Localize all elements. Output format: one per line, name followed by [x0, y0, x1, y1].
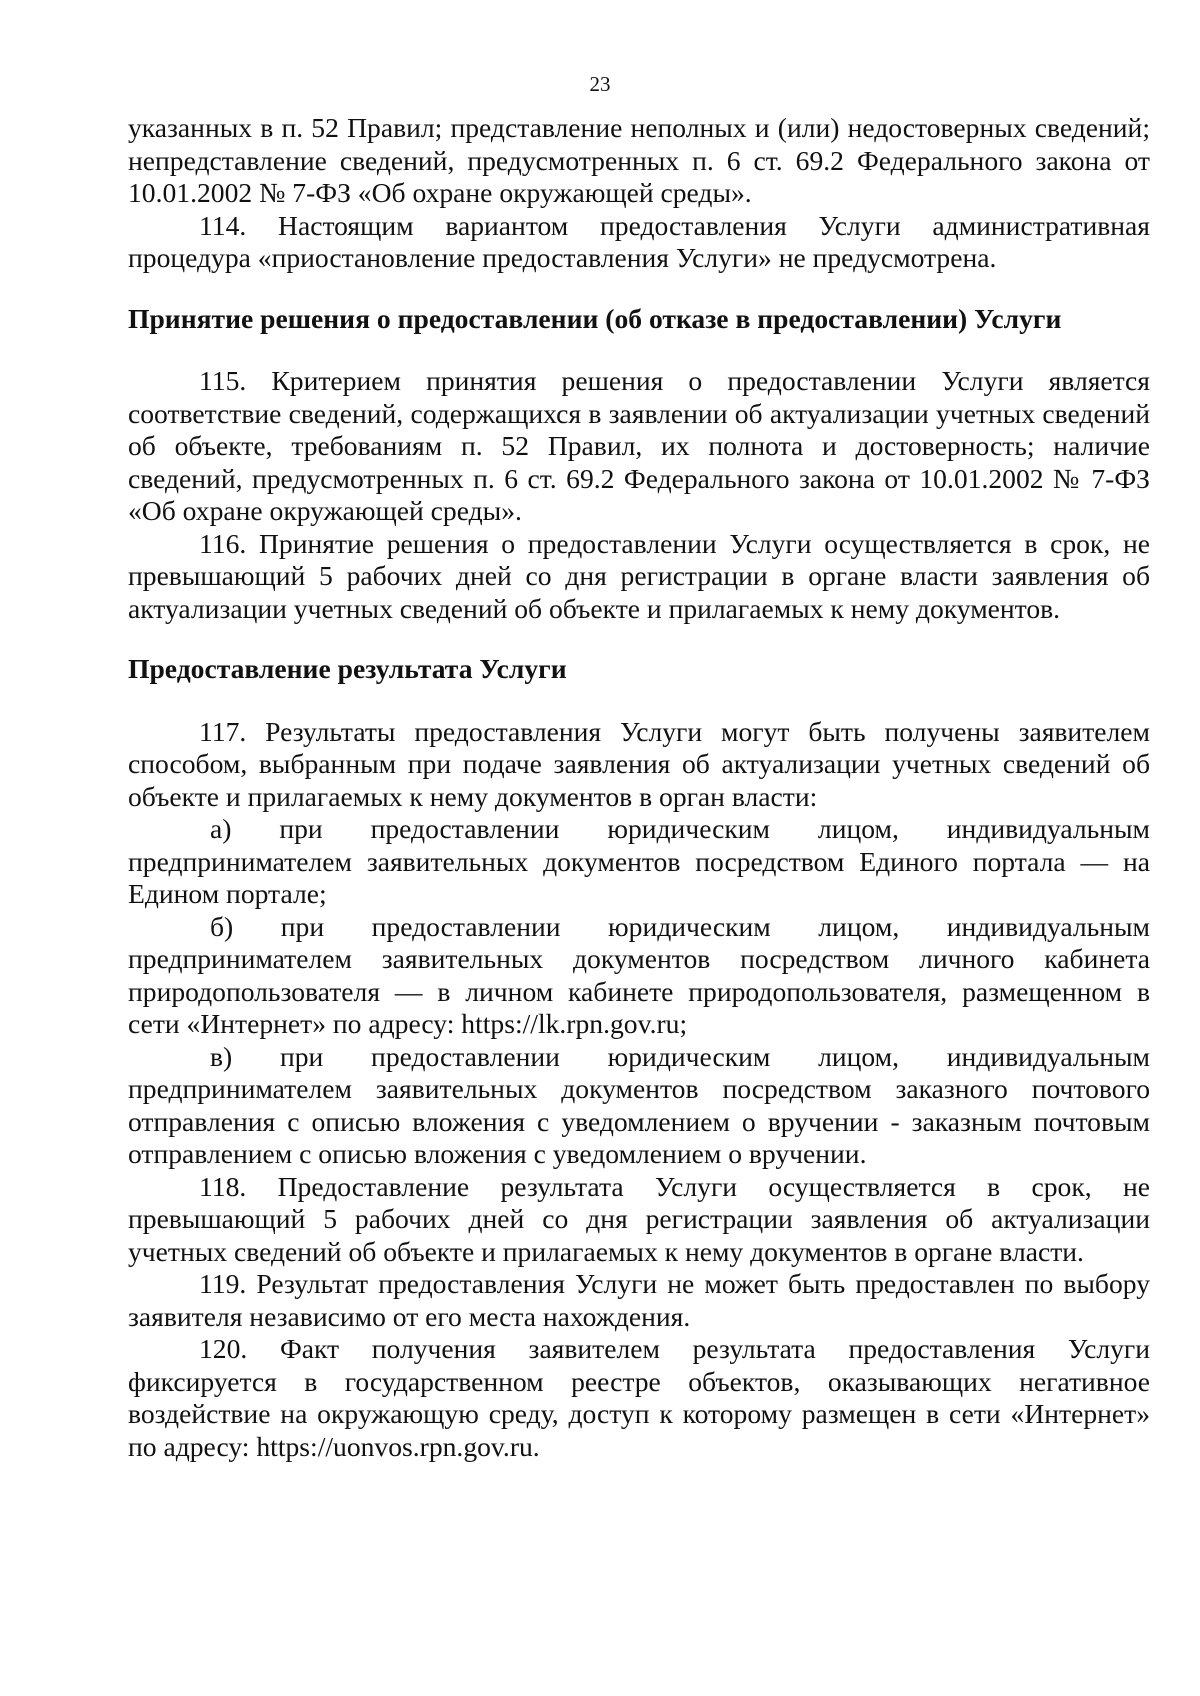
paragraph-116: 116. Принятие решения о предоставлении Услуги осуществляется в срок, не превышающий 5 рабочих дней со дня регистрации в органе власти заявления об актуализации учетных сведений об объекте и прилагаемых к нему документов.: [128, 527, 1150, 624]
paragraph-120: 120. Факт получения заявителем результата предоставления Услуги фиксируется в государственном реестре объектов, оказывающих негативное воздействие на окружающую среду, доступ к которому размещен в сети «Интернет» по адресу: https://uonvos.rpn.gov.ru.: [128, 1333, 1150, 1462]
paragraph-115: 115. Критерием принятия решения о предоставлении Услуги является соответствие сведений, содержащихся в заявлении об актуализации учетных сведений об объекте, требованиям п. 52 Правил, их полнота и достоверность; наличие сведений, предусмотренных п. 6 ст. 69.2 Федерального закона от 10.01.2002 № 7-ФЗ «Об охране окружающей среды».: [128, 365, 1150, 526]
section-heading-result: Предоставление результата Услуги: [128, 653, 567, 684]
paragraph-118: 118. Предоставление результата Услуги осуществляется в срок, не превышающий 5 рабочих дней со дня регистрации заявления об актуализации учетных сведений об объекте и прилагаемых к нему документов в органе власти.: [128, 1170, 1150, 1267]
section-heading-decision: Принятие решения о предоставлении (об отказе в предоставлении) Услуги: [128, 302, 1062, 334]
document-body: [128, 112, 1150, 1463]
paragraph-113-continuation: указанных в п. 52 Правил; представление неполных и (или) недостоверных сведений; непредставление сведений, предусмотренных п. 6 ст. 69.2 Федерального закона от 10.01.2002 № 7-ФЗ «Об охране окружающей среды».: [128, 112, 1150, 208]
paragraph-117: 117. Результаты предоставления Услуги могут быть получены заявителем способом, выбранным при подаче заявления об актуализации учетных сведений об объекте и прилагаемых к нему документов в орган власти:: [128, 715, 1150, 812]
list-item-b: б) при предоставлении юридическим лицом, индивидуальным предпринимателем заявительных документов посредством личного кабинета природопользователя — в личном кабинете природопользователя, размещенном в сети «Интернет» по адресу: https://lk.rpn.gov.ru;: [128, 910, 1150, 1039]
paragraph-114: 114. Настоящим вариантом предоставления Услуги административная процедура «приостановление предоставления Услуги» не предусмотрена.: [128, 209, 1150, 273]
page-number: 23: [589, 72, 611, 96]
paragraph-119: 119. Результат предоставления Услуги не может быть предоставлен по выбору заявителя независимо от его места нахождения.: [128, 1268, 1150, 1332]
list-item-v: в) при предоставлении юридическим лицом, индивидуальным предпринимателем заявительных документов посредством заказного почтового отправления с описью вложения с уведомлением о вручении - заказным почтовым отправлением с описью вложения с уведомлением о вручении.: [128, 1040, 1150, 1169]
list-item-a: а) при предоставлении юридическим лицом, индивидуальным предпринимателем заявительных документов посредством Единого портала — на Едином портале;: [128, 813, 1150, 909]
